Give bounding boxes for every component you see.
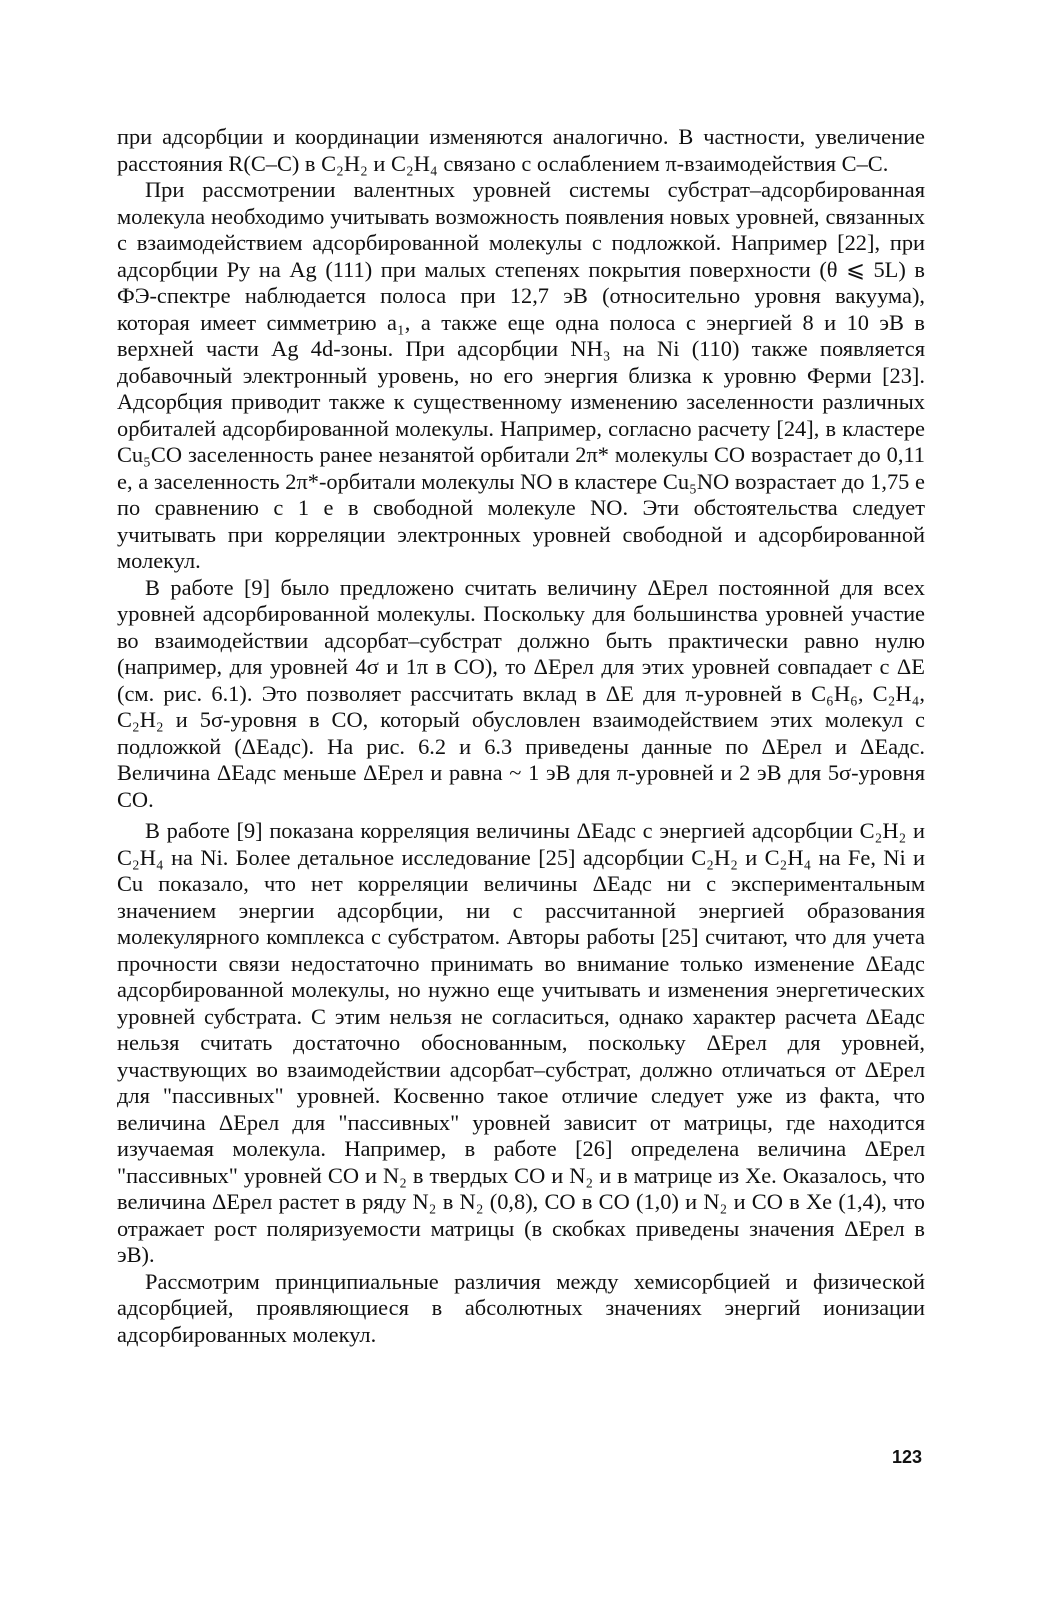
paragraph-2: При рассмотрении валентных уровней системы субстрат–адсорбированная молекула необходимо учитывать возможность появления новых уровней, связанных с взаимодействием адсорбированной молекулы с подложкой. Например [22], при адсорбции Py на Ag (111) при малых степенях покрытия поверхности (θ ⩽ 5L) в ФЭ-спектре наблюдается полоса при 12,7 эВ (относительно уровня вакуума), которая имеет симметрию a₁, а также еще одна полоса с энергией 8 и 10 эВ в верхней части Ag 4d-зоны. При адсорбции NH₃ на Ni (110) также появляется добавочный электронный уровень, но его энергия близка к уровню Ферми [23]. Адсорбция приводит также к существенному изменению заселенности различных орбиталей адсорбированной молекулы. Например, согласно расчету [24], в кластере Cu₅CO заселенность ранее незанятой орбитали 2π* молекулы CO возрастает до 0,11 e, а заселенность 2π*-орбитали молекулы NO в кластере Cu₅NO возрастает до 1,75 e по сравнению с 1 e в свободной молекуле NO. Эти обстоятельства следует учитывать при корреляции электронных уровней свободной и адсорбированной молекул.: [117, 177, 925, 573]
paragraph-5: Рассмотрим принципиальные различия между хемисорбцией и физической адсорбцией, проявляющиеся в абсолютных значениях энергий ионизации адсорбированных молекул.: [117, 1268, 925, 1347]
paragraph-1: при адсорбции и координации изменяются аналогично. В частности, увеличение расстояния R(C–C) в C₂H₂ и C₂H₄ связано с ослаблением π-взаимодействия C–C.: [117, 124, 925, 176]
page-number: 123: [891, 1447, 922, 1467]
body-text: [117, 124, 925, 1348]
paragraph-4: В работе [9] показана корреляция величины ΔEадс с энергией адсорбции C₂H₂ и C₂H₄ на Ni. Более детальное исследование [25] адсорбции C₂H₂ и C₂H₄ на Fe, Ni и Cu показало, что нет корреляции величины ΔEадс ни с экспериментальным значением энергии адсорбции, ни с рассчитанной энергией образования молекулярного комплекса с субстратом. Авторы работы [25] считают, что для учета прочности связи недостаточно принимать во внимание только изменение ΔEадс адсорбированной молекулы, но нужно еще учитывать и изменения энергетических уровней субстрата. С этим нельзя не согласиться, однако характер расчета ΔEадс нельзя считать достаточно обоснованным, поскольку ΔEрел для уровней, участвующих во взаимодействии адсорбат–субстрат, должно отличаться от ΔEрел для "пассивных" уровней. Косвенно такое отличие следует уже из факта, что величина ΔEрел для "пассивных" уровней зависит от матрицы, где находится изучаемая молекула. Например, в работе [26] определена величина ΔEрел "пассивных" уровней CO и N₂ в твердых CO и N₂ и в матрице из Xe. Оказалось, что величина ΔEрел растет в ряду N₂ в N₂ (0,8), CO в CO (1,0) и N₂ и CO в Xe (1,4), что отражает рост поляризуемости матрицы (в скобках приведены значения ΔEрел в эВ).: [117, 818, 925, 1267]
paragraph-3: В работе [9] было предложено считать величину ΔEрел постоянной для всех уровней адсорбированной молекулы. Поскольку для большинства уровней участие во взаимодействии адсорбат–субстрат должно быть практически равно нулю (например, для уровней 4σ и 1π в CO), то ΔEрел для этих уровней совпадает с ΔE (см. рис. 6.1). Это позволяет рассчитать вклад в ΔE для π-уровней в C₆H₆, C₂H₄, C₂H₂ и 5σ-уровня в CO, который обусловлен взаимодействием этих молекул с подложкой (ΔEадс). На рис. 6.2 и 6.3 приведены данные по ΔEрел и ΔEадс. Величина ΔEадс меньше ΔEрел и равна ~ 1 эВ для π-уровней и 2 эВ для 5σ-уровня CO.: [117, 574, 925, 812]
